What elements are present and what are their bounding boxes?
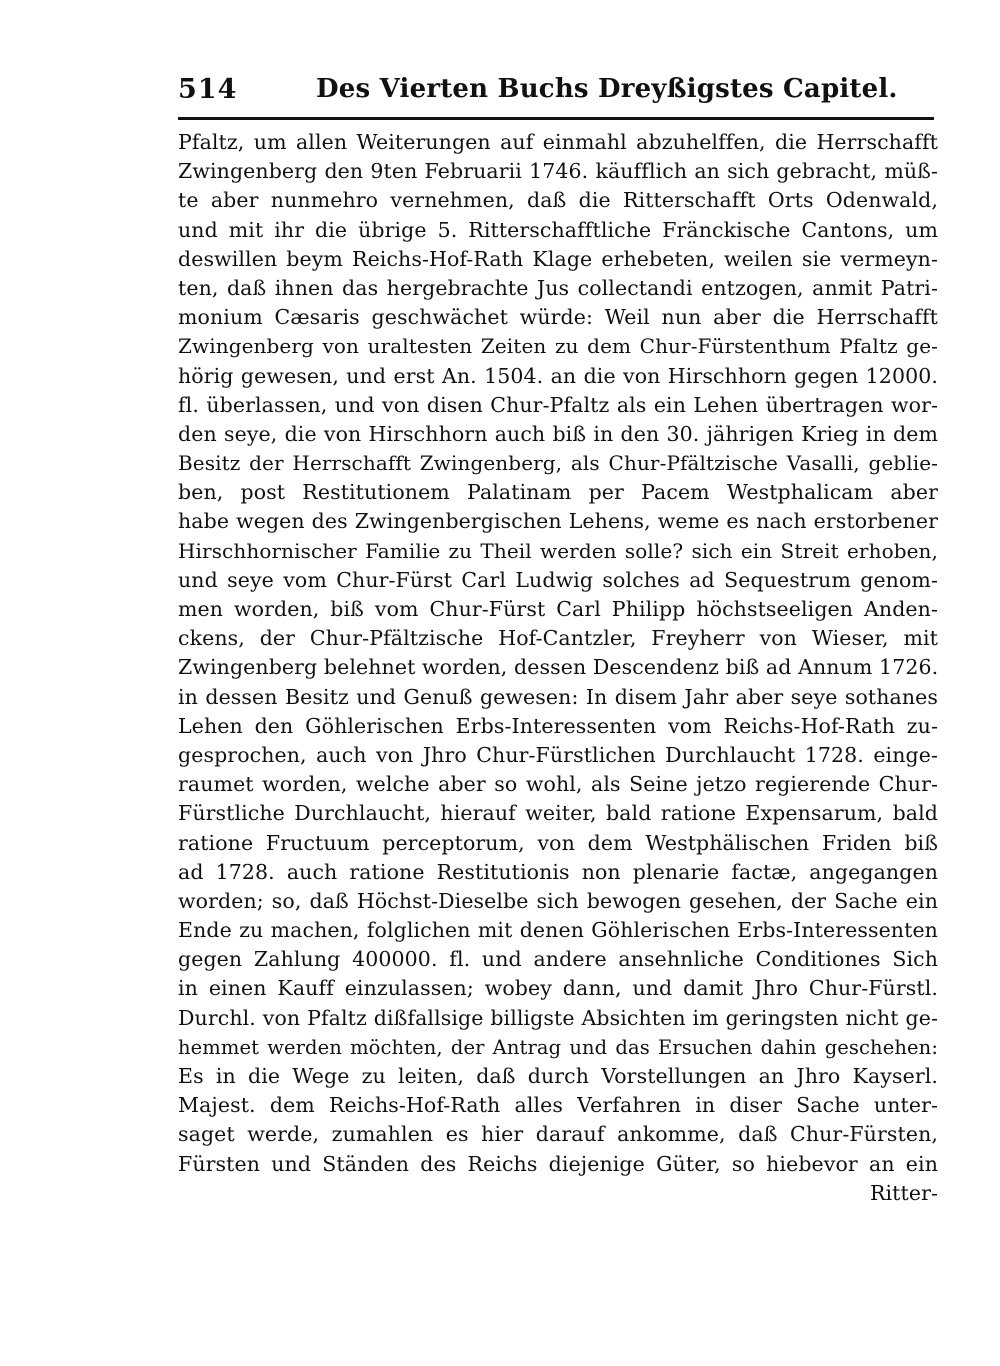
text-line: gegen Zahlung 400000. fl. und andere ansehnliche Conditiones Sich bbox=[178, 947, 938, 972]
text-line: fl. überlassen, und von disen Chur-Pfaltz als ein Lehen übertragen wor- bbox=[178, 392, 938, 417]
text-line: men worden, biß vom Chur-Fürst Carl Philipp höchstseeligen Anden- bbox=[178, 597, 938, 621]
text-line: gesprochen, auch von Jhro Chur-Fürstlichen Durchlaucht 1728. einge- bbox=[178, 742, 938, 767]
text-line: Durchl. von Pfaltz dißfallsige billigste Absichten im geringsten nicht ge- bbox=[178, 1005, 938, 1030]
text-line: Besitz der Herrschafft Zwingenberg, als Chur-Pfältzische Vasalli, geblie- bbox=[178, 451, 938, 476]
text-line: te aber nunmehro vernehmen, daß die Ritterschafft Orts Odenwald, bbox=[178, 188, 938, 213]
text-line: Majest. dem Reichs-Hof-Rath alles Verfahren in diser Sache unter- bbox=[178, 1093, 938, 1118]
text-line: Hirschhornischer Familie zu Theil werden solle? sich ein Streit erhoben, bbox=[178, 538, 938, 563]
text-line: Zwingenberg den 9ten Februarii 1746. käufflich an sich gebracht, müß- bbox=[178, 159, 938, 184]
text-line: Lehen den Göhlerischen Erbs-Interessenten vom Reichs-Hof-Rath zu- bbox=[178, 713, 938, 738]
text-line: saget werde, zumahlen es hier darauf ankomme, daß Chur-Fürsten, bbox=[178, 1122, 938, 1147]
text-line: und mit ihr die übrige 5. Ritterschafftliche Fränckische Cantons, um bbox=[178, 217, 938, 242]
catchword: Ritter- bbox=[869, 1180, 938, 1205]
text-line: Fürstliche Durchlaucht, hierauf weiter, bald ratione Expensarum, bald bbox=[178, 801, 938, 826]
text-line: Zwingenberg belehnet worden, dessen Descendenz biß ad Annum 1726. bbox=[178, 655, 939, 680]
text-line: raumet worden, welche aber so wohl, als Seine jetzo regierende Chur- bbox=[178, 772, 938, 797]
running-head: Des Vierten Buchs Dreyßigstes Capitel. bbox=[316, 74, 898, 104]
page-header bbox=[178, 74, 938, 114]
text-line: Pfaltz, um allen Weiterungen auf einmahl abzuhelffen, die Herrschafft bbox=[178, 130, 938, 154]
text-line: ten, daß ihnen das hergebrachte Jus collectandi entzogen, anmit Patri- bbox=[178, 275, 938, 300]
header-rule bbox=[178, 117, 934, 120]
text-line: worden; so, daß Höchst-Dieselbe sich bewogen gesehen, der Sache ein bbox=[178, 888, 938, 913]
page-number: 514 bbox=[178, 74, 238, 105]
text-line: in einen Kauff einzulassen; wobey dann, und damit Jhro Chur-Fürstl. bbox=[178, 976, 938, 1001]
text-line: ad 1728. auch ratione Restitutionis non plenarie factæ, angegangen bbox=[178, 859, 938, 884]
text-line: habe wegen des Zwingenbergischen Lehens, weme es nach erstorbener bbox=[178, 509, 938, 534]
text-line: deswillen beym Reichs-Hof-Rath Klage erhebeten, weilen sie vermeyn- bbox=[178, 246, 938, 271]
text-line: in dessen Besitz und Genuß gewesen: In disem Jahr aber seye sothanes bbox=[178, 684, 938, 709]
text-line: Zwingenberg von uraltesten Zeiten zu dem Chur-Fürstenthum Pfaltz ge- bbox=[178, 334, 938, 359]
text-line: ratione Fructuum perceptorum, von dem Westphälischen Friden biß bbox=[178, 830, 938, 855]
text-line: den seye, die von Hirschhorn auch biß in den 30. jährigen Krieg in dem bbox=[178, 421, 938, 446]
text-line: hemmet werden möchten, der Antrag und das Ersuchen dahin geschehen: bbox=[178, 1035, 938, 1059]
text-line: und seye vom Chur-Fürst Carl Ludwig solches ad Sequestrum genom- bbox=[178, 567, 938, 592]
text-line: hörig gewesen, und erst An. 1504. an die von Hirschhorn gegen 12000. bbox=[178, 363, 938, 388]
body-text bbox=[178, 128, 938, 1208]
text-line: ben, post Restitutionem Palatinam per Pacem Westphalicam aber bbox=[178, 480, 938, 505]
text-line: Fürsten und Ständen des Reichs diejenige Güter, so hiebevor an ein bbox=[178, 1151, 938, 1176]
text-line: ckens, der Chur-Pfältzische Hof-Cantzler, Freyherr von Wieser, mit bbox=[178, 626, 938, 651]
text-line: Es in die Wege zu leiten, daß durch Vorstellungen an Jhro Kayserl. bbox=[178, 1064, 938, 1088]
text-line: monium Cæsaris geschwächet würde: Weil nun aber die Herrschafft bbox=[178, 305, 938, 330]
text-line: Ende zu machen, folglichen mit denen Göhlerischen Erbs-Interessenten bbox=[178, 918, 938, 943]
